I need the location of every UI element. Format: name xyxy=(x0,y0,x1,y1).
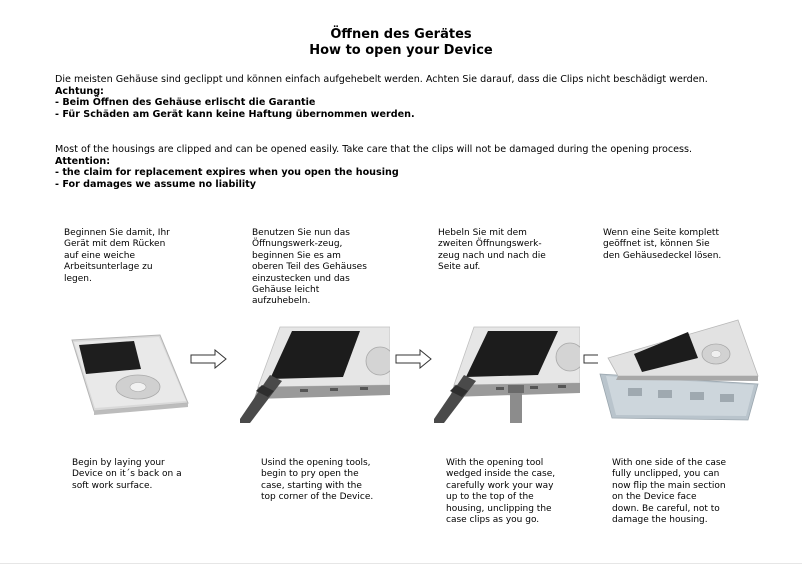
title-english: How to open your Device xyxy=(309,43,493,58)
title-german: Öffnen des Gerätes xyxy=(330,27,472,42)
step-4-caption-de: Wenn eine Seite komplett geöffnet ist, können Sie den Gehäusedeckel lösen. xyxy=(603,228,722,261)
english-warning-1: - the claim for replacement expires when you open the housing xyxy=(55,167,399,178)
step-4-open-case-image xyxy=(598,318,764,422)
english-warning-2: - For damages we assume no liability xyxy=(55,178,257,190)
step-2-pry-image xyxy=(240,325,390,423)
arrow-right-icon xyxy=(395,349,433,369)
step-4-caption-en: With one side of the case fully unclipped, you can now flip the main section on the Device face down. Be careful, not to damage the housing. xyxy=(612,458,727,526)
german-warning-2: - Für Schäden am Gerät kann keine Haftung übernommen werden. xyxy=(55,108,415,120)
step-2-caption-en: Usind the opening tools, begin to pry open the case, starting with the top corner of the Device. xyxy=(261,458,374,503)
step-3-pry-image xyxy=(434,325,580,423)
step-1-device-image xyxy=(64,325,196,415)
page-bottom-divider xyxy=(0,563,802,564)
german-warning-label: Achtung: xyxy=(55,85,104,97)
step-2-caption-de: Benutzen Sie nun das Öffnungswerk-zeug, beginnen Sie es am oberen Teil des Gehäuses einzustecken und das Gehäuse leicht aufzuhebeln. xyxy=(252,228,367,307)
german-warning-1: - Beim Öffnen des Gehäuse erlischt die Garantie xyxy=(55,97,316,108)
english-warning-label: Attention: xyxy=(55,155,111,167)
english-notice xyxy=(55,144,692,190)
german-intro: Die meisten Gehäuse sind geclippt und können einfach aufgehebelt werden. Achten Sie darauf, dass die Clips nicht beschädigt werden. xyxy=(55,74,708,85)
arrow-right-icon xyxy=(190,349,228,369)
step-1-caption-de: Beginnen Sie damit, Ihr Gerät mit dem Rücken auf eine weiche Arbeitsunterlage zu legen. xyxy=(64,228,170,284)
step-3-caption-de: Hebeln Sie mit dem zweiten Öffnungswerk- zeug nach und nach die Seite auf. xyxy=(438,228,546,273)
german-notice xyxy=(55,74,708,120)
english-intro: Most of the housings are clipped and can be opened easily. Take care that the clips will not be damaged during the opening process. xyxy=(55,144,693,155)
step-1-caption-en: Begin by laying your Device on it´s back on a soft work surface. xyxy=(72,458,182,491)
step-3-caption-en: With the opening tool wedged inside the case, carefully work your way up to the top of the housing, unclipping the case clips as you go. xyxy=(446,458,556,526)
